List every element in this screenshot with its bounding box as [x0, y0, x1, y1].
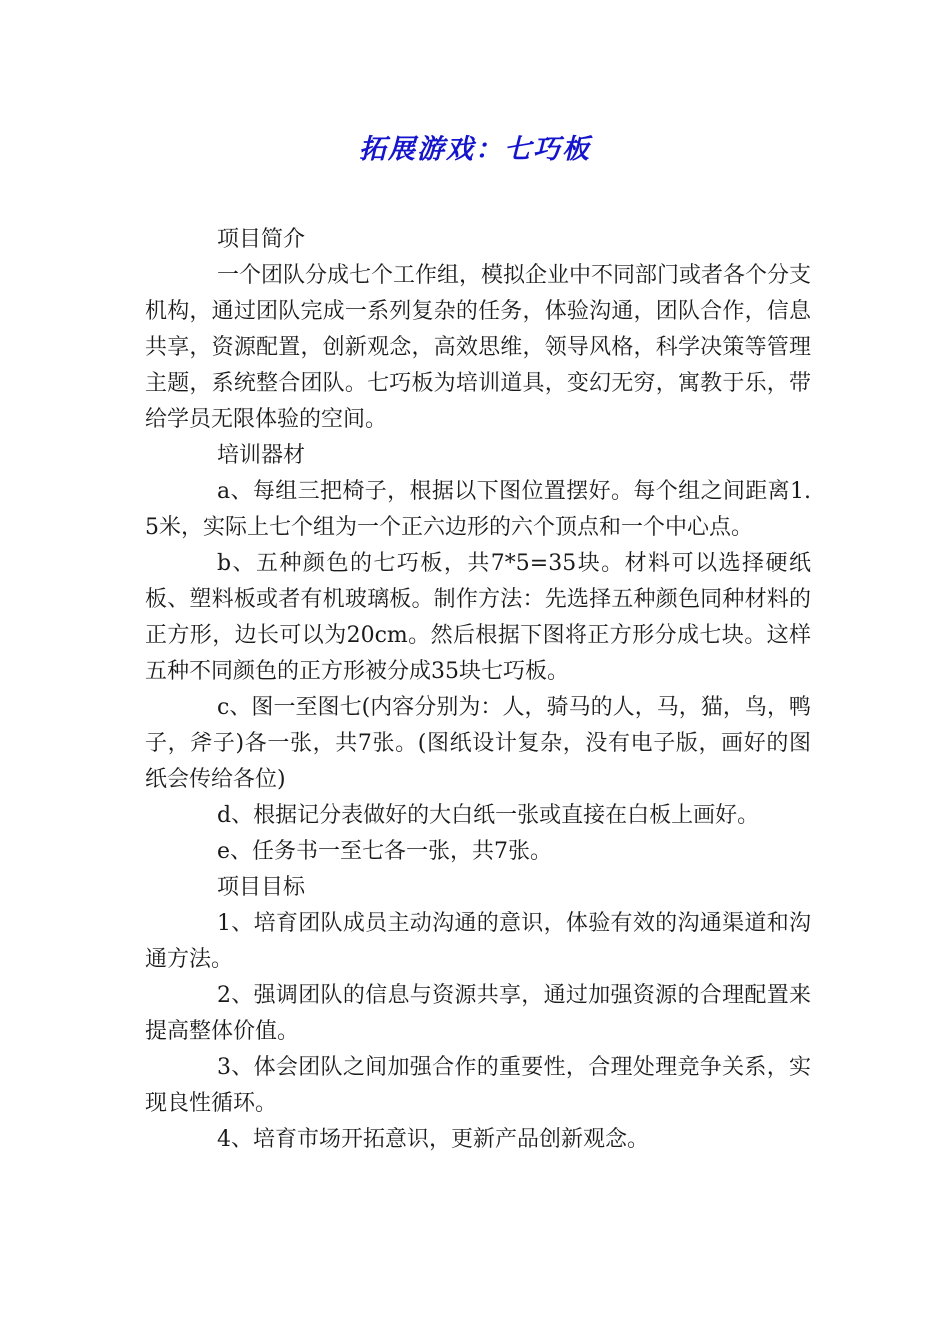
paragraph-equipment-b: b、五种颜色的七巧板，共7*5=35块。材料可以选择硬纸板、塑料板或者有机玻璃板。制作方法：先选择五种颜色同种材料的正方形，边长可以为20cm。然后根据下图将正方形分成七块。这样五种不同颜色的正方形被分成35块七巧板。	[145, 551, 811, 684]
paragraph-goal-1: 1、培育团队成员主动沟通的意识，体验有效的沟通渠道和沟通方法。	[145, 911, 811, 972]
paragraph-goal-3: 3、体会团队之间加强合作的重要性，合理处理竞争关系，实现良性循环。	[145, 1055, 811, 1116]
document-title: 拓展游戏：七巧板	[359, 134, 591, 165]
paragraph-goal-2: 2、强调团队的信息与资源共享，通过加强资源的合理配置来提高整体价值。	[145, 983, 811, 1044]
document-body	[145, 222, 811, 1158]
paragraph-equipment-c: c、图一至图七(内容分别为：人，骑马的人，马，猫，鸟，鸭子，斧子)各一张，共7张。(图纸设计复杂，没有电子版，画好的图纸会传给各位)	[145, 695, 811, 792]
heading-training-equipment: 培训器材	[217, 443, 306, 468]
heading-project-intro: 项目简介	[217, 227, 306, 252]
heading-project-goals: 项目目标	[217, 875, 306, 900]
paragraph-equipment-a: a、每组三把椅子，根据以下图位置摆好。每个组之间距离1.5米，实际上七个组为一个正六边形的六个顶点和一个中心点。	[145, 479, 811, 540]
paragraph-equipment-e: e、任务书一至七各一张，共7张。	[217, 839, 553, 864]
paragraph-equipment-d: d、根据记分表做好的大白纸一张或直接在白板上画好。	[217, 803, 760, 828]
paragraph-goal-4: 4、培育市场开拓意识，更新产品创新观念。	[217, 1127, 649, 1152]
paragraph-intro: 一个团队分成七个工作组，模拟企业中不同部门或者各个分支机构，通过团队完成一系列复杂的任务，体验沟通，团队合作，信息共享，资源配置，创新观念，高效思维，领导风格，科学决策等管理主题，系统整合团队。七巧板为培训道具，变幻无穷，寓教于乐，带给学员无限体验的空间。	[145, 263, 812, 432]
